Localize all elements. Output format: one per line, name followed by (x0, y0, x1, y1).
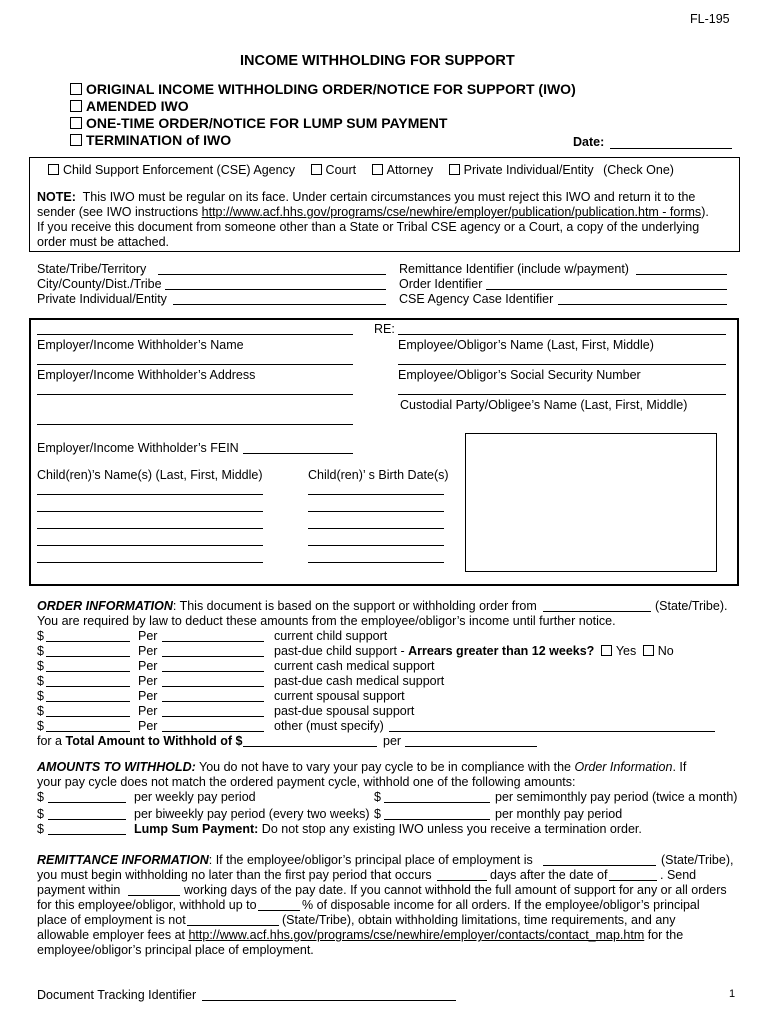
checkbox-icon[interactable] (48, 164, 59, 175)
child-name-field[interactable] (37, 545, 263, 546)
custodial-info-box[interactable] (465, 433, 717, 572)
children-names-label: Child(ren)’s Name(s) (Last, First, Middle) (37, 468, 263, 482)
order-info-line-2: You are required by law to deduct these amounts from the employee/obligor’s income until further notice. (37, 614, 616, 628)
row-label: current cash medical support (274, 659, 435, 673)
amount-field[interactable] (46, 656, 130, 657)
percent-field[interactable] (258, 910, 300, 911)
amounts-line-2: your pay cycle does not match the ordered payment cycle, withhold one of the following amounts: (37, 775, 576, 789)
state-field[interactable] (158, 274, 386, 275)
remittance-id-field[interactable] (636, 274, 727, 275)
child-name-field[interactable] (37, 528, 263, 529)
order-type-termination[interactable]: TERMINATION of IWO (70, 132, 231, 148)
tracking-field[interactable] (202, 1000, 456, 1001)
row-label: past-due spousal support (274, 704, 415, 718)
total-period-field[interactable] (405, 746, 537, 747)
per-label: Per (138, 704, 158, 718)
amount-dollar: $ (37, 659, 44, 673)
page-number: 1 (729, 988, 736, 1000)
amount-dollar: $ (37, 822, 44, 836)
sender-private[interactable]: Private Individual/Entity (449, 163, 594, 177)
page-title: INCOME WITHHOLDING FOR SUPPORT (240, 53, 515, 69)
per-label: Per (138, 674, 158, 688)
note-line-1: NOTE: This IWO must be regular on its face. Under certain circumstances you must reject this IWO and return it to the (37, 190, 696, 204)
child-dob-field[interactable] (308, 511, 444, 512)
custodial-name-field[interactable] (398, 394, 726, 395)
custodial-name-label: Custodial Party/Obligee’s Name (Last, First, Middle) (400, 398, 688, 412)
days-after-field[interactable] (437, 880, 487, 881)
period-field[interactable] (162, 671, 264, 672)
biweekly-label: per biweekly pay period (every two weeks) (134, 807, 370, 821)
order-id-field[interactable] (486, 289, 727, 290)
remit-state-field[interactable] (543, 865, 656, 866)
amount-field[interactable] (46, 641, 130, 642)
monthly-label: per monthly pay period (495, 807, 623, 821)
amount-dollar: $ (37, 807, 44, 821)
remit-line-4b: % of disposable income for all orders. If the employee/obligor’s principal (302, 898, 700, 912)
private-entity-field[interactable] (173, 304, 386, 305)
amount-field[interactable] (46, 686, 130, 687)
contact-map-link[interactable]: http://www.acf.hhs.gov/programs/cse/newhire/employer/contacts/contact_map.htm (188, 928, 645, 942)
employer-address-field-2[interactable] (37, 394, 353, 395)
employee-ssn-field[interactable] (398, 364, 726, 365)
sender-options (48, 163, 674, 177)
child-dob-field[interactable] (308, 528, 444, 529)
employee-name-label: Employee/Obligor’s Name (Last, First, Middle) (398, 338, 654, 352)
date-field[interactable] (610, 148, 732, 149)
total-label: for a Total Amount to Withhold of $ (37, 734, 243, 748)
period-field[interactable] (162, 686, 264, 687)
employer-address-field-3[interactable] (37, 424, 353, 425)
employer-fein-label: Employer/Income Withholder’s FEIN (37, 441, 239, 455)
order-state-field[interactable] (543, 611, 651, 612)
private-entity-label: Private Individual/Entity (37, 292, 167, 306)
total-per-label: per (383, 734, 402, 748)
amount-dollar: $ (37, 689, 44, 703)
remit-line-3a: payment within (37, 883, 121, 897)
amount-dollar: $ (374, 790, 381, 804)
checkbox-icon[interactable] (643, 645, 654, 656)
remit-state-suffix: (State/Tribe), (661, 853, 734, 867)
child-name-field[interactable] (37, 562, 263, 563)
weekly-label: per weekly pay period (134, 790, 256, 804)
date-of-field[interactable] (609, 880, 657, 881)
period-field[interactable] (162, 656, 264, 657)
amount-dollar: $ (37, 644, 44, 658)
checkbox-icon[interactable] (311, 164, 322, 175)
row-label: current child support (274, 629, 388, 643)
remit-line-4a: for this employee/obligor, withhold up to (37, 898, 257, 912)
remit-line-5a: place of employment is not (37, 913, 186, 927)
note-line-2: sender (see IWO instructions http://www.acf.hhs.gov/programs/cse/newhire/employer/publication/publication.htm - forms). (37, 205, 709, 219)
sender-attorney[interactable]: Attorney (372, 163, 434, 177)
per-label: Per (138, 644, 158, 658)
state-label: State/Tribe/Territory (37, 262, 147, 276)
order-type-amended[interactable]: AMENDED IWO (70, 98, 189, 114)
order-id-label: Order Identifier (399, 277, 483, 291)
per-label: Per (138, 689, 158, 703)
child-name-field[interactable] (37, 511, 263, 512)
amount-dollar: $ (37, 629, 44, 643)
date-label: Date: (573, 135, 605, 149)
remittance-id-label: Remittance Identifier (include w/payment) (399, 262, 629, 276)
note-line-4: order must be attached. (37, 235, 170, 249)
employer-name-label: Employer/Income Withholder’s Name (37, 338, 244, 352)
employer-fein-field[interactable] (243, 453, 353, 454)
remit-line-3b: working days of the pay date. If you cannot withhold the full amount of support for any or all orders (184, 883, 727, 897)
case-id-label: CSE Agency Case Identifier (399, 292, 554, 306)
order-type-original[interactable]: ORIGINAL INCOME WITHHOLDING ORDER/NOTICE FOR SUPPORT (IWO) (70, 81, 576, 97)
re-label: RE: (374, 322, 395, 336)
weekly-amount-field[interactable] (48, 802, 126, 803)
monthly-amount-field[interactable] (384, 819, 490, 820)
total-amount-field[interactable] (243, 746, 377, 747)
checkbox-icon[interactable] (372, 164, 383, 175)
period-field[interactable] (162, 641, 264, 642)
checkbox-icon[interactable] (601, 645, 612, 656)
row-label-arrears: past-due child support - Arrears greater than 12 weeks? Yes No (274, 644, 674, 658)
amount-field[interactable] (46, 701, 130, 702)
form-id: FL-195 (690, 12, 730, 26)
case-id-field[interactable] (558, 304, 727, 305)
child-dob-field[interactable] (308, 562, 444, 563)
period-field[interactable] (162, 731, 264, 732)
per-label: Per (138, 659, 158, 673)
sender-court[interactable]: Court (311, 163, 357, 177)
checkbox-icon[interactable] (70, 134, 82, 146)
period-field[interactable] (162, 701, 264, 702)
remit-line-2c: . Send (660, 868, 697, 882)
amount-dollar: $ (37, 704, 44, 718)
row-label: past-due cash medical support (274, 674, 445, 688)
city-field[interactable] (165, 289, 386, 290)
not-state-field[interactable] (187, 925, 279, 926)
tracking-label: Document Tracking Identifier (37, 988, 197, 1002)
period-field[interactable] (162, 716, 264, 717)
amount-dollar: $ (37, 790, 44, 804)
amount-dollar: $ (37, 719, 44, 733)
working-days-field[interactable] (128, 895, 180, 896)
biweekly-amount-field[interactable] (48, 819, 126, 820)
order-info-line-1: ORDER INFORMATION: This document is based on the support or withholding order from (37, 599, 537, 613)
other-specify-field[interactable] (389, 731, 715, 732)
employer-address-label: Employer/Income Withholder’s Address (37, 368, 256, 382)
remit-line-7: employee/obligor’s principal place of employment. (37, 943, 314, 957)
row-label: other (must specify) (274, 719, 384, 733)
employer-address-field-1[interactable] (37, 364, 353, 365)
employee-name-field[interactable] (398, 334, 726, 335)
per-label: Per (138, 719, 158, 733)
order-state-suffix: (State/Tribe). (655, 599, 728, 613)
semimonthly-amount-field[interactable] (384, 802, 490, 803)
checkbox-icon[interactable] (70, 100, 82, 112)
remit-line-2: you must begin withholding no later than the first pay period that occurs (37, 868, 432, 882)
amount-field[interactable] (46, 716, 130, 717)
city-label: City/County/Dist./Tribe (37, 277, 162, 291)
remit-line-5b: (State/Tribe), obtain withholding limitations, time requirements, and any (282, 913, 676, 927)
iwo-instructions-link[interactable]: http://www.acf.hhs.gov/programs/cse/newhire/employer/publication/publication.htm - forms (201, 205, 702, 219)
row-label: current spousal support (274, 689, 405, 703)
sender-cse[interactable]: Child Support Enforcement (CSE) Agency (48, 163, 295, 177)
children-dob-label: Child(ren)’ s Birth Date(s) (308, 468, 449, 482)
lump-sum-label: Lump Sum Payment: Do not stop any existing IWO unless you receive a termination order. (134, 822, 642, 836)
check-one-hint: (Check One) (603, 163, 674, 177)
remit-line-2b: days after the date of (490, 868, 608, 882)
amount-dollar: $ (37, 674, 44, 688)
amount-field[interactable] (46, 731, 130, 732)
amount-field[interactable] (46, 671, 130, 672)
semimonthly-label: per semimonthly pay period (twice a month) (495, 790, 738, 804)
checkbox-icon[interactable] (70, 117, 82, 129)
note-line-3: If you receive this document from someone other than a State or Tribal CSE agency or a Court, a copy of the underlying (37, 220, 700, 234)
employer-name-field[interactable] (37, 334, 353, 335)
remit-line-6: allowable employer fees at http://www.acf.hhs.gov/programs/cse/newhire/employer/contacts/contact_map.htm for the (37, 928, 684, 942)
checkbox-icon[interactable] (449, 164, 460, 175)
remit-line-1: REMITTANCE INFORMATION: If the employee/obligor’s principal place of employment is (37, 853, 533, 867)
checkbox-icon[interactable] (70, 83, 82, 95)
child-dob-field[interactable] (308, 494, 444, 495)
child-dob-field[interactable] (308, 545, 444, 546)
amounts-line-1: AMOUNTS TO WITHHOLD: You do not have to vary your pay cycle to be in compliance with the Order Information. If (37, 760, 687, 774)
child-name-field[interactable] (37, 494, 263, 495)
employee-ssn-label: Employee/Obligor’s Social Security Number (398, 368, 641, 382)
per-label: Per (138, 629, 158, 643)
lump-sum-amount-field[interactable] (48, 834, 126, 835)
order-type-lump-sum[interactable]: ONE-TIME ORDER/NOTICE FOR LUMP SUM PAYMENT (70, 115, 447, 131)
amount-dollar: $ (374, 807, 381, 821)
